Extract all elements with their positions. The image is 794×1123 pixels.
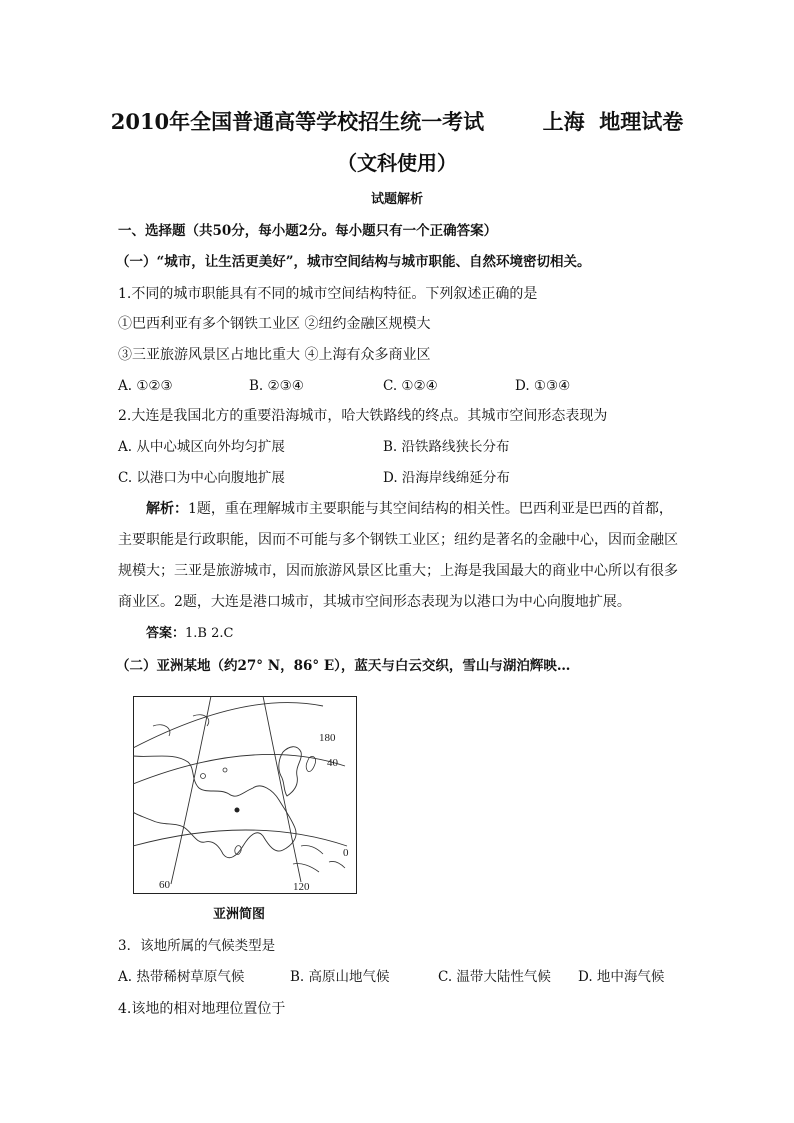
exam-subtitle: （文科使用） (337, 151, 457, 175)
question-2-option-c: C. 以港口为中心向腹地扩展 (118, 470, 285, 486)
analysis-paragraph (118, 494, 678, 618)
label-60: 60 (159, 879, 170, 891)
group1-heading: （一）“城市，让生活更美好”，城市空间结构与城市职能、自然环境密切相关。 (116, 254, 591, 270)
label-0: 0 (343, 847, 349, 859)
question-3-option-b: B. 高原山地气候 (290, 969, 390, 985)
question-1-option-a: A. ①②③ (118, 378, 173, 394)
section-heading: 试题解析 (370, 192, 423, 207)
part1-heading: 一、选择题（共50分，每小题2分。每小题只有一个正确答案） (118, 223, 498, 239)
question-2-option-a: A. 从中心城区向外均匀扩展 (118, 439, 285, 455)
answer-line (146, 624, 233, 644)
question-1-option-c: C. ①②④ (383, 378, 438, 394)
question-1-stem: 1.不同的城市职能具有不同的城市空间结构特征。下列叙述正确的是 (118, 286, 538, 302)
question-1-items-1: ①巴西利亚有多个钢铁工业区 ②纽约金融区规模大 (118, 316, 431, 332)
question-1-items-2: ③三亚旅游风景区占地比重大 ④上海有众多商业区 (118, 347, 431, 363)
asia-sketch-map (133, 696, 357, 894)
answer-text: 1.B 2.C (185, 626, 234, 641)
exam-title: 2010年全国普通高等学校招生统一考试 上海 地理试卷 (110, 109, 684, 134)
label-40: 40 (327, 757, 338, 769)
question-2-stem: 2.大连是我国北方的重要沿海城市，哈大铁路线的终点。其城市空间形态表现为 (118, 408, 608, 424)
question-4-stem: 4.该地的相对地理位置位于 (118, 1001, 286, 1017)
question-1-option-b: B. ②③④ (249, 378, 304, 394)
label-120: 120 (293, 881, 310, 893)
question-1-option-d: D. ①③④ (515, 378, 571, 394)
question-2-option-b: B. 沿铁路线狭长分布 (383, 439, 510, 455)
asia-map-drawing (133, 696, 357, 894)
question-2-option-d: D. 沿海岸线绵延分布 (383, 470, 510, 486)
location-point (235, 808, 240, 813)
answer-label: 答案： (146, 626, 186, 641)
analysis-text: 1题，重在理解城市主要职能与其空间结构的相关性。巴西利亚是巴西的首都，主要职能是行政职能，因而不可能与多个钢铁工业区；纽约是著名的金融中心，因而金融区规模大；三亚是旅游城市，因而旅游风景区比重大；上海是我国最大的商业中心所以有很多商业区。2题，大连是港口城市，其城市空间形态表现为以港口为中心向腹地扩展。 (118, 501, 678, 610)
label-180: 180 (319, 732, 336, 744)
map-caption: 亚洲简图 (213, 907, 266, 922)
group2-heading: （二）亚洲某地（约27° N，86° E），蓝天与白云交织，雪山与湖泊辉映… (116, 658, 571, 674)
question-3-option-d: D. 地中海气候 (578, 969, 665, 985)
question-3-option-c: C. 温带大陆性气候 (438, 969, 551, 985)
question-3-option-a: A. 热带稀树草原气候 (118, 969, 245, 985)
question-3-stem: 3．该地所属的气候类型是 (118, 938, 276, 954)
analysis-label: 解析： (146, 501, 188, 517)
